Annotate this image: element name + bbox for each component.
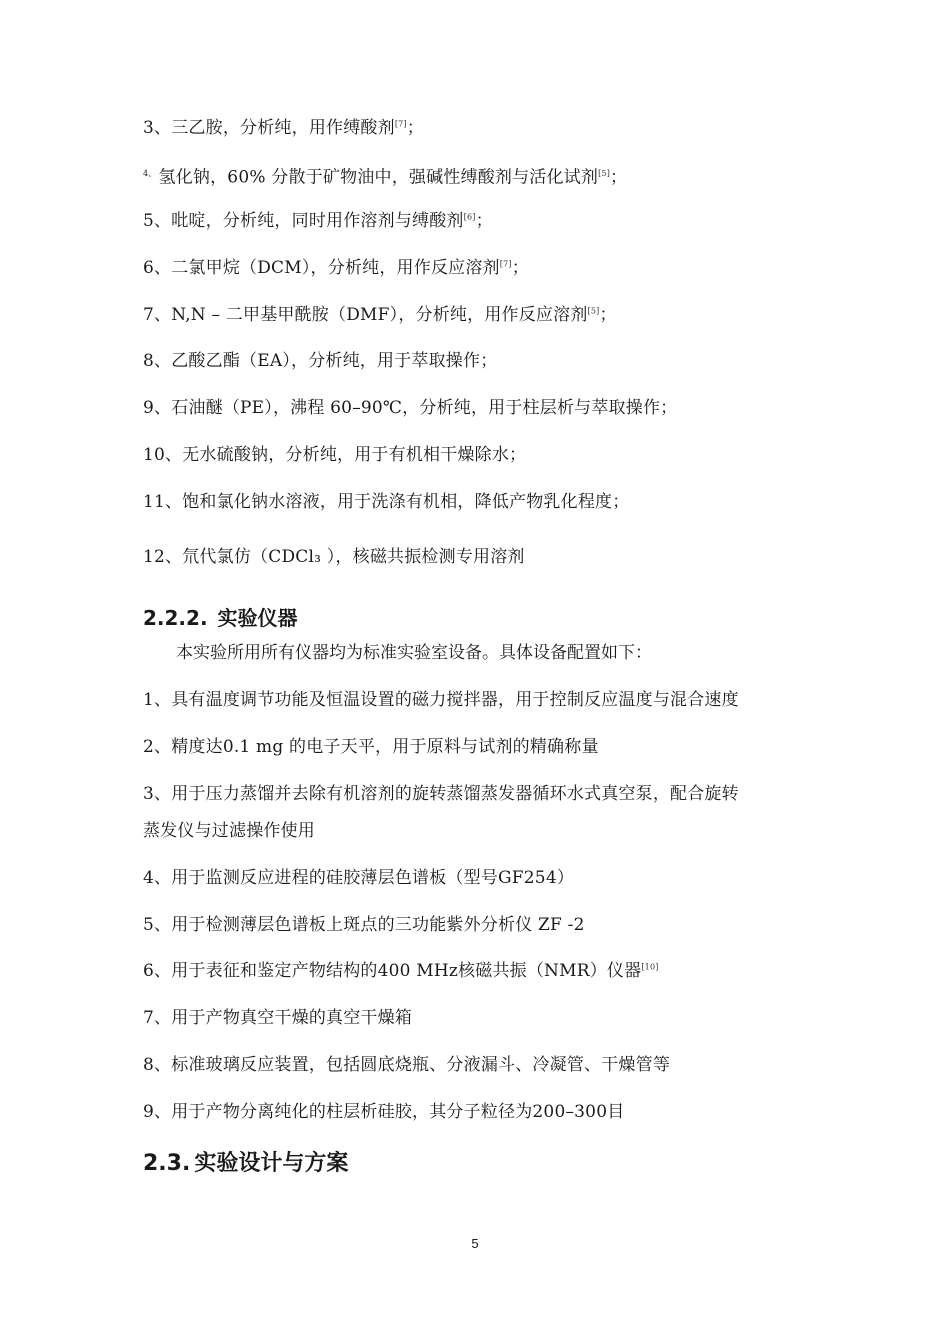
section-title: 实验仪器 xyxy=(217,606,298,630)
reagent-item xyxy=(143,116,424,140)
instrument-text: 蒸发仪与过滤操作使用 xyxy=(143,821,315,841)
citation-ref: [5] xyxy=(587,306,600,316)
reagent-end: ； xyxy=(599,305,617,325)
instrument-text: 8、标准玻璃反应装置，包括圆底烧瓶、分液漏斗、冷凝管、干燥管等 xyxy=(143,1055,671,1075)
section-number: 2.2.2. xyxy=(143,606,208,630)
reagent-text: 氢化钠，60% 分散于矿物油中，强碱性缚酸剂与活化试剂 xyxy=(158,167,599,188)
instrument-text: 5、用于检测薄层色谱板上斑点的三功能紫外分析仪 ZF -2 xyxy=(143,915,585,935)
reagent-item xyxy=(143,303,617,327)
reagent-item xyxy=(143,256,529,280)
page-number: 5 xyxy=(471,1236,479,1251)
reagent-text: 9、石油醚（PE），沸程 60–90℃，分析纯，用于柱层析与萃取操作； xyxy=(143,398,678,418)
reagent-end: ； xyxy=(406,118,424,138)
reagent-item xyxy=(143,443,526,467)
instrument-item xyxy=(143,913,585,937)
instrument-item xyxy=(143,959,659,983)
reagent-end: ； xyxy=(511,258,529,278)
reagent-item xyxy=(143,209,493,233)
reagent-text: 6、二氯甲烷（DCM），分析纯，用作反应溶剂 xyxy=(143,258,500,278)
reagent-text: 10、无水硫酸钠，分析纯，用于有机相干燥除水； xyxy=(143,445,527,465)
section-number: 2.3. xyxy=(143,1151,191,1176)
reagent-item xyxy=(143,162,627,190)
section-heading-instruments xyxy=(143,604,298,632)
section-heading-design xyxy=(143,1149,348,1179)
citation-ref: [7] xyxy=(394,119,407,129)
instrument-item xyxy=(143,735,599,759)
section-intro: 本实验所用所有仪器均为标准实验室设备。具体设备配置如下： xyxy=(176,643,652,663)
citation-ref: [5] xyxy=(598,169,611,178)
section-title: 实验设计与方案 xyxy=(194,1151,349,1176)
instrument-item xyxy=(143,782,739,806)
instrument-item-continued xyxy=(143,819,315,843)
reagent-item xyxy=(143,349,497,373)
reagent-text: 3、三乙胺，分析纯，用作缚酸剂 xyxy=(143,118,395,138)
instrument-text: 7、用于产物真空干燥的真空干燥箱 xyxy=(143,1008,413,1028)
reagent-item xyxy=(143,490,629,514)
instrument-text: 2、精度达0.1 mg 的电子天平，用于原料与试剂的精确称量 xyxy=(143,737,599,757)
instrument-item xyxy=(143,866,574,890)
reagent-text: 12、氘代氯仿（CDCl₃ ），核磁共振检测专用溶剂 xyxy=(143,547,525,567)
reagent-text: 5、吡啶，分析纯，同时用作溶剂与缚酸剂 xyxy=(143,211,464,231)
reagent-text: 8、乙酸乙酯（EA），分析纯，用于萃取操作； xyxy=(143,351,498,371)
instrument-item xyxy=(143,1100,624,1124)
reagent-item xyxy=(143,545,525,569)
instrument-item xyxy=(143,1053,670,1077)
citation-ref: [6] xyxy=(463,212,476,222)
instrument-item xyxy=(143,1006,412,1030)
instrument-text: 9、用于产物分离纯化的柱层析硅胶，其分子粒径为200–300目 xyxy=(143,1102,625,1122)
reagent-end: ； xyxy=(610,167,628,188)
reagent-text: 7、N,N – 二甲基甲酰胺（DMF），分析纯，用作反应溶剂 xyxy=(143,305,588,325)
instrument-text: 3、用于压力蒸馏并去除有机溶剂的旋转蒸馏蒸发器循环水式真空泵，配合旋转 xyxy=(143,784,739,804)
reagent-item xyxy=(143,396,677,420)
instrument-text: 4、用于监测反应进程的硅胶薄层色谱板（型号GF254） xyxy=(143,868,575,888)
instrument-text: 6、用于表征和鉴定产物结构的400 MHz核磁共振（NMR）仪器 xyxy=(143,961,642,981)
citation-ref: [10] xyxy=(641,962,659,972)
reagent-end: ； xyxy=(475,211,493,231)
reagent-text: 11、饱和氯化钠水溶液，用于洗涤有机相，降低产物乳化程度； xyxy=(143,492,630,512)
citation-ref: [7] xyxy=(499,259,512,269)
instrument-item xyxy=(143,688,739,712)
instrument-text: 1、具有温度调节功能及恒温设置的磁力搅拌器，用于控制反应温度与混合速度 xyxy=(143,690,739,710)
reagent-prefix: 4、 xyxy=(143,169,157,178)
